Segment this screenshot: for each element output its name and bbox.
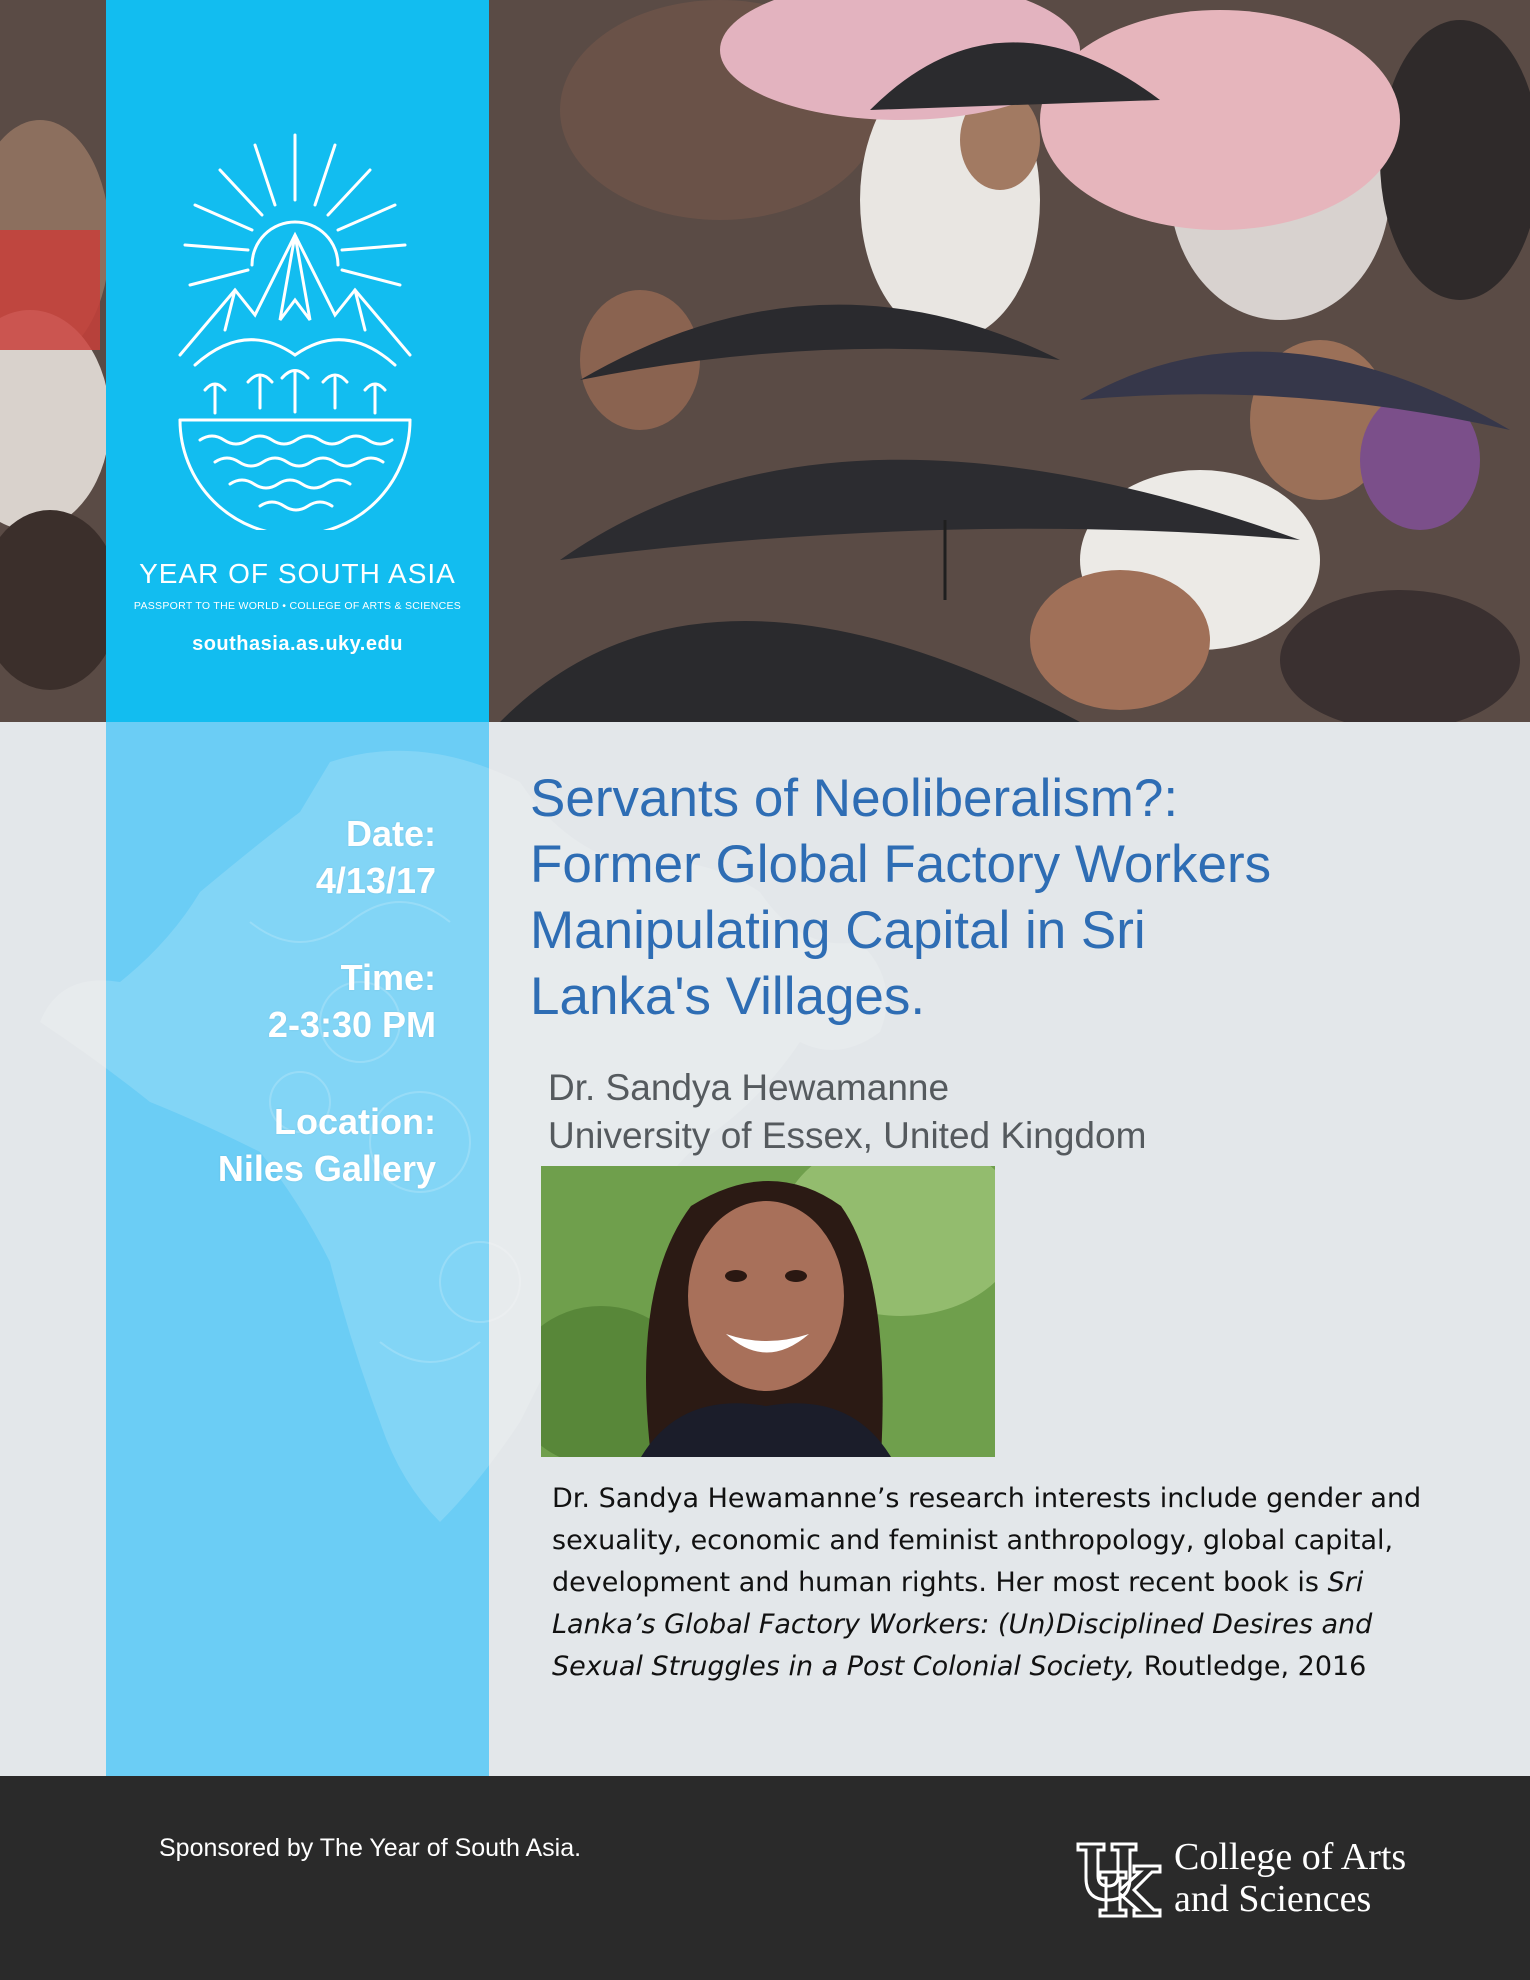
speaker-info (548, 1064, 1146, 1160)
brand-title: YEAR OF SOUTH ASIA (139, 558, 456, 589)
brand-subtitle: PASSPORT TO THE WORLD • COLLEGE OF ARTS & SCIENCES (133, 600, 462, 612)
bio-intro: Dr. Sandya Hewamanne’s research interests include gender and sexuality, economic and feminist anthropology, global capital, development and human rights. Her most recent book is (552, 1483, 1422, 1598)
speaker-affiliation: University of Essex, United Kingdom (548, 1115, 1147, 1156)
time-info (106, 954, 436, 1048)
college-wordmark (1174, 1836, 1406, 1920)
time-label: Time: (340, 957, 436, 998)
date-label: Date: (345, 813, 436, 854)
location-label: Location: (274, 1101, 436, 1142)
portrait-illustration (541, 1166, 995, 1457)
event-title-line: Servants of Neoliberalism?: (530, 769, 1179, 828)
speaker-name: Dr. Sandya Hewamanne (548, 1067, 950, 1108)
brand-url-link[interactable]: southasia.as.uky.edu (192, 633, 403, 655)
sponsor-text: Sponsored by The Year of South Asia. (159, 1834, 582, 1862)
date-value: 4/13/17 (315, 860, 436, 901)
time-value: 2-3:30 PM (267, 1004, 436, 1045)
location-value: Niles Gallery (217, 1148, 436, 1189)
bio-book-title: Sri Lanka’s Global Factory Workers: (Un)Disciplined Desires and Sexual Struggles in a Post Colonial Society, (552, 1567, 1373, 1682)
college-line-1: College of Arts (1174, 1836, 1407, 1878)
event-title-line: Lanka's Villages. (530, 967, 926, 1026)
college-line-2: and Sciences (1174, 1878, 1372, 1920)
sun-mountain-ocean-emblem-icon (170, 130, 420, 530)
speaker-bio (552, 1478, 1432, 1688)
event-title (530, 766, 1490, 1030)
uk-logo-icon (1074, 1838, 1164, 1918)
date-info (106, 810, 436, 904)
event-title-line: Former Global Factory Workers (530, 835, 1272, 894)
speaker-portrait (541, 1166, 995, 1457)
location-info (106, 1098, 436, 1192)
bio-publisher: Routledge, 2016 (1135, 1651, 1367, 1682)
event-title-line: Manipulating Capital in Sri (530, 901, 1146, 960)
